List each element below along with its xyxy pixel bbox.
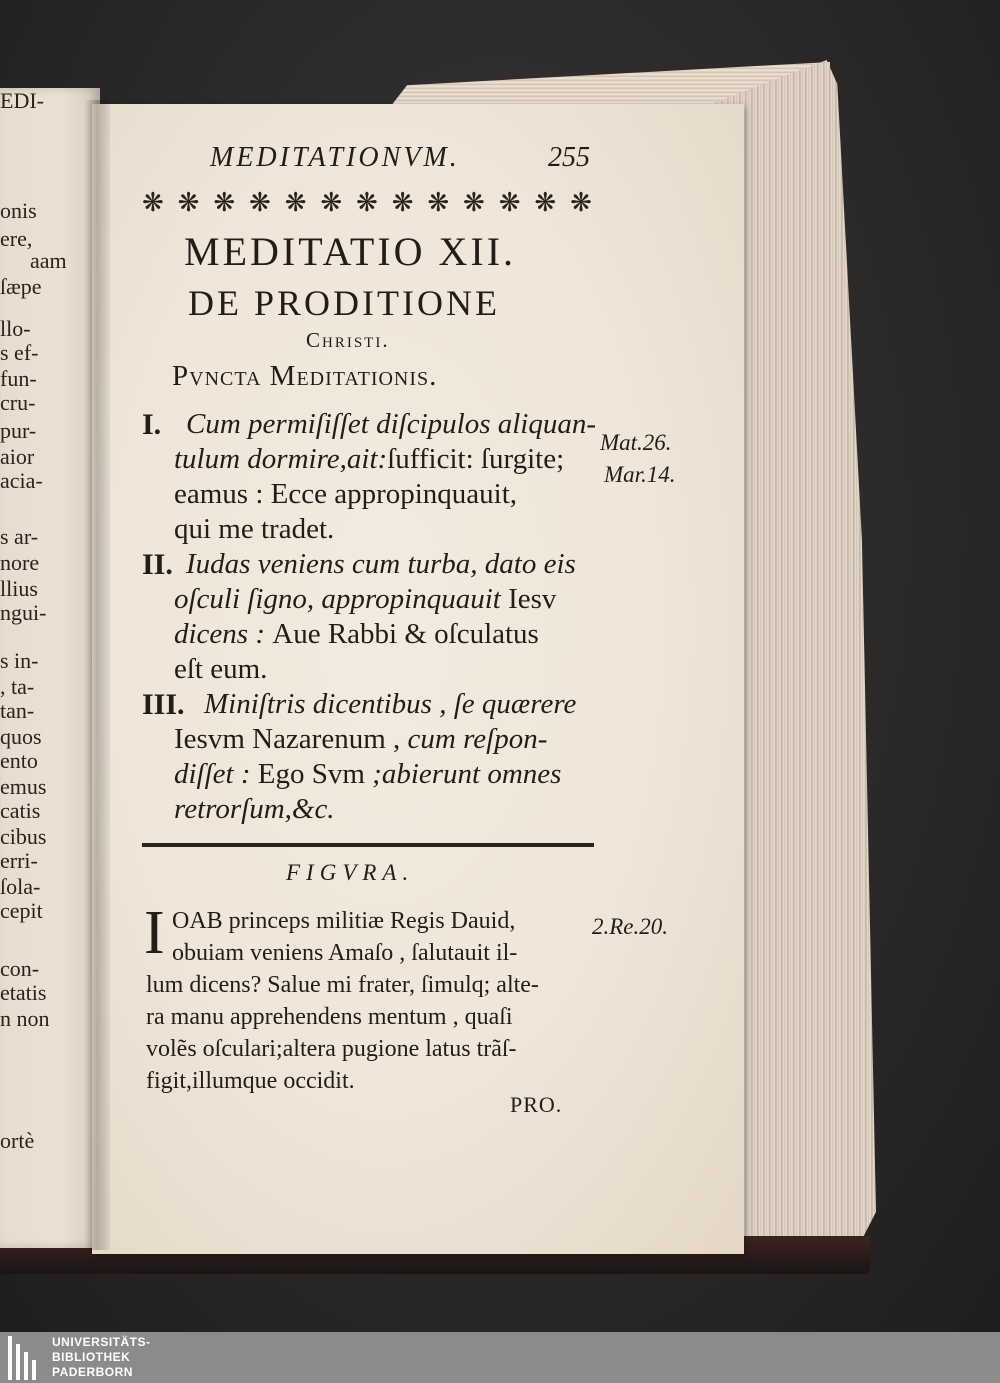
meditation-subject-cont: Christi.: [306, 328, 390, 352]
point-line: [204, 688, 576, 721]
point-text: retrorſum,&c.: [174, 793, 335, 825]
point-line: [174, 758, 561, 791]
point-text: Iesvm Nazarenum ,: [174, 723, 408, 755]
margin-note-reg: 2.Re.20.: [592, 914, 669, 939]
point-text: qui me tradet.: [174, 513, 335, 545]
ornament-icon: ❋: [177, 188, 200, 218]
point-line: [174, 793, 335, 826]
left-page-fragment: ento: [0, 748, 38, 773]
figura-line: figit,illumque occidit.: [146, 1068, 355, 1094]
point-text: dicens :: [174, 618, 273, 650]
left-page-fragment: onis: [0, 198, 37, 223]
figura-line: obuiam veniens Amaſo , ſalutauit il-: [172, 940, 518, 966]
left-page-fragment: s ar-: [0, 524, 39, 549]
left-page-fragment: cepit: [0, 898, 43, 923]
left-page-fragment: quos: [0, 724, 42, 749]
point-line: [174, 583, 556, 616]
point-text: Miniſtris dicentibus , ſe quærere: [204, 688, 577, 720]
point-line: [174, 618, 539, 651]
ornament-icon: ❋: [284, 188, 307, 218]
left-page-fragment: llius: [0, 576, 38, 601]
section-heading-puncta: Pvncta Meditationis.: [172, 360, 438, 392]
figura-line: lum dicens? Salue mi frater, ſimulq; alte-: [146, 972, 539, 998]
left-page-fragment: ſola-: [0, 874, 41, 899]
meditation-title: MEDITATIO XII.: [184, 229, 517, 274]
library-name-line: PADERBORN: [52, 1365, 133, 1379]
ornament-icon: ❋: [320, 188, 343, 218]
ornament-band: [142, 186, 592, 220]
left-page-fragment: EDI-: [0, 88, 44, 113]
margin-note-mar: Mar.14.: [604, 462, 676, 487]
drop-capital: I: [144, 899, 165, 967]
point-text: Iesv: [508, 583, 557, 615]
page-number: 255: [548, 142, 590, 173]
left-page-fragment: aam: [30, 248, 67, 273]
ornament-icon: ❋: [427, 188, 450, 218]
left-page-fragment: tan-: [0, 698, 35, 723]
point-text: tulum dormire,ait:: [174, 443, 388, 475]
left-page-fragment: catis: [0, 798, 41, 823]
figura-line: OAB princeps militiæ Regis Dauid,: [172, 908, 516, 934]
point-text: Ego Svm: [257, 758, 373, 790]
book-gutter: [84, 100, 110, 1250]
library-logo-icon: [8, 1336, 44, 1380]
point-text: oſculi ſigno,: [174, 583, 322, 615]
left-page-fragment: ngui-: [0, 600, 47, 625]
ornament-icon: ❋: [356, 188, 378, 218]
point-text: Aue Rabbi & oſculatus: [272, 618, 539, 650]
point-numeral: I.: [142, 408, 162, 441]
section-rule: [142, 843, 594, 847]
left-page-fragment: n non: [0, 1006, 50, 1031]
ornament-icon: ❋: [142, 188, 164, 218]
ornament-icon: ❋: [391, 188, 414, 218]
left-page-fragment: ere,: [0, 226, 33, 251]
left-page-fragment: s in-: [0, 648, 39, 673]
ornament-icon: ❋: [213, 188, 236, 218]
meditation-subject: DE PRODITIONE: [188, 283, 500, 323]
ornament-icon: ❋: [249, 188, 271, 218]
ornament-icon: ❋: [534, 188, 557, 218]
point-text: Cum permiſiſſet diſcipulos aliquan-: [186, 408, 597, 440]
left-page-fragment: cru-: [0, 390, 36, 415]
point-text: ſufficit: ſurgite;: [387, 443, 565, 475]
point-line: [174, 443, 564, 476]
point-line: [174, 478, 517, 511]
left-page-fragment: aior: [0, 444, 35, 469]
left-page-fragment: fun-: [0, 366, 37, 391]
left-page-fragment: etatis: [0, 980, 47, 1005]
running-head: MEDITATIONVM.: [210, 142, 460, 173]
left-page-fragment: pur-: [0, 418, 37, 443]
left-page-fragment: s ef-: [0, 340, 39, 365]
left-page-fragment: con-: [0, 956, 40, 981]
point-text: appropinquauit: [321, 583, 509, 615]
point-line: [186, 408, 596, 441]
library-name-line: BIBLIOTHEK: [52, 1350, 131, 1364]
left-page-fragment: erri-: [0, 848, 38, 873]
point-text: cum reſpon-: [407, 723, 548, 755]
left-page-fragment: emus: [0, 774, 47, 799]
point-line: [174, 723, 547, 756]
ornament-icon: ❋: [570, 188, 592, 218]
left-page-fragment: cibus: [0, 824, 47, 849]
library-name: [52, 1335, 151, 1380]
point-text: eſt eum.: [174, 653, 268, 685]
point-line: [174, 653, 267, 686]
left-page-fragment: ortè: [0, 1128, 35, 1153]
figura-line: volẽs oſculari;altera pugione latus trãſ-: [146, 1036, 517, 1062]
point-numeral: II.: [142, 548, 173, 581]
catchword: PRO.: [510, 1092, 563, 1117]
point-text: ;abierunt omnes: [372, 758, 562, 790]
left-page-fragment: , ta-: [0, 674, 35, 699]
left-page-fragment: llo-: [0, 316, 31, 341]
margin-note-mat: Mat.26.: [600, 430, 672, 455]
point-text: diſſet :: [174, 758, 258, 790]
point-text: eamus : Ecce appropinquauit,: [174, 478, 518, 510]
left-page-fragment: acia-: [0, 468, 43, 493]
point-line: [186, 548, 576, 581]
footer-bar: [0, 1332, 1000, 1383]
point-text: Iudas veniens cum turba, dato eis: [186, 548, 576, 580]
figura-heading: FIGVRA.: [286, 860, 415, 885]
point-numeral: III.: [142, 688, 185, 721]
left-page-fragment: ſæpe: [0, 274, 42, 299]
ornament-icon: ❋: [498, 188, 521, 218]
left-page-fragment: nore: [0, 550, 40, 575]
library-name-line: UNIVERSITÄTS-: [52, 1335, 151, 1349]
figura-line: ra manu apprehendens mentum , quaſi: [146, 1004, 513, 1030]
ornament-icon: ❋: [463, 188, 485, 218]
point-line: [174, 513, 334, 546]
